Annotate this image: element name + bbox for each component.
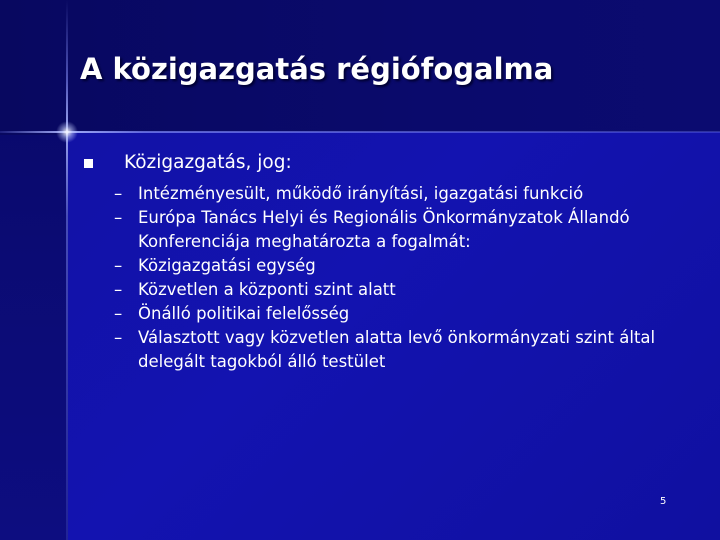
decorative-horizontal-line xyxy=(0,131,720,133)
dash-bullet-icon: – xyxy=(114,328,123,347)
sub-bullet-item xyxy=(84,326,704,374)
sub-bullet-item xyxy=(84,278,704,302)
dash-bullet-icon: – xyxy=(114,304,123,323)
sub-bullet-list xyxy=(84,182,704,374)
decorative-cross-glow xyxy=(56,121,78,143)
sub-bullet-text: Közigazgatási egység xyxy=(138,256,316,275)
sub-bullet-text: Közvetlen a központi szint alatt xyxy=(138,280,396,299)
bullet-text: Közigazgatás, jog: xyxy=(124,152,292,173)
slide-body xyxy=(84,150,704,374)
dash-bullet-icon: – xyxy=(114,256,123,275)
dash-bullet-icon: – xyxy=(114,208,123,227)
sub-bullet-item xyxy=(84,302,704,326)
page-number: 5 xyxy=(660,496,667,507)
square-bullet-icon xyxy=(84,159,93,168)
sub-bullet-item xyxy=(84,182,704,206)
sub-bullet-text: Intézményesült, működő irányítási, igazgatási funkció xyxy=(138,184,584,203)
slide-title: A közigazgatás régiófogalma xyxy=(80,52,554,86)
sub-bullet-item xyxy=(84,206,704,254)
sub-bullet-item xyxy=(84,254,704,278)
sub-bullet-text: Európa Tanács Helyi és Regionális Önkormányzatok Állandó Konferenciája meghatározta a fogalmát: xyxy=(138,208,630,251)
bullet-item xyxy=(84,150,704,176)
dash-bullet-icon: – xyxy=(114,184,123,203)
dash-bullet-icon: – xyxy=(114,280,123,299)
decorative-vertical-line xyxy=(66,0,68,540)
sub-bullet-text: Önálló politikai felelősség xyxy=(138,304,350,323)
sub-bullet-text: Választott vagy közvetlen alatta levő önkormányzati szint által delegált tagokból álló testület xyxy=(138,328,656,371)
